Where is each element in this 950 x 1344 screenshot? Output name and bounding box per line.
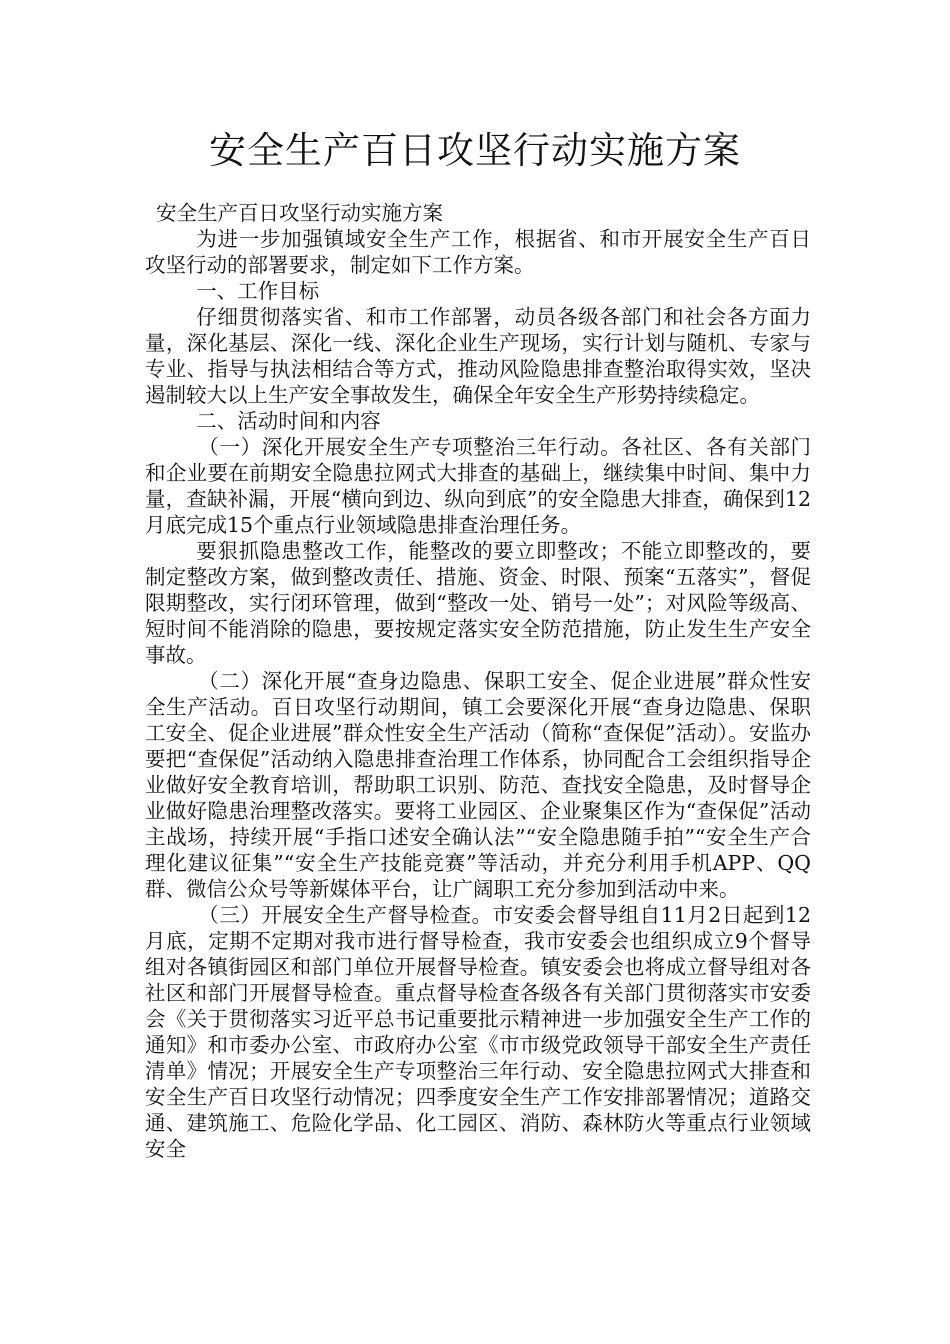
document-title: 安全生产百日攻坚行动实施方案 <box>209 129 741 172</box>
activity-item-3: （三）开展安全生产督导检查。市安委会督导组自11月2日起到12月底，定期不定期对我市进行督导检查，我市安委会也组织成立9个督导组对各镇街园区和部门单位开展督导检查。镇安委会也将成立督导组对各社区和部门开展督导检查。重点督导检查各级各有关部门贯彻落实市安委会《关于贯彻落实习近平总书记重要批示精神进一步加强安全生产工作的通知》和市委办公室、市政府办公室《市市级党政领导干部安全生产责任清单》情况；开展安全生产专项整治三年行动、安全隐患拉网式大排查和安全生产百日攻坚行动情况；四季度安全生产工作安排部署情况；道路交通、建筑施工、危险化学品、化工园区、消防、森林防火等重点行业领域安全 <box>145 903 811 1161</box>
subtitle-line: 安全生产百日攻坚行动实施方案 <box>156 201 443 225</box>
document-body <box>145 200 811 1162</box>
intro-paragraph: 为进一步加强镇域安全生产工作，根据省、和市开展安全生产百日攻坚行动的部署要求，制定如下工作方案。 <box>145 227 811 277</box>
goals-paragraph: 仔细贯彻落实省、和市工作部署，动员各级各部门和社会各方面力量，深化基层、深化一线、深化企业生产现场，实行计划与随机、专家与专业、指导与执法相结合等方式，推动风险隐患排查整治取得实效，坚决遏制较大以上生产安全事故发生，确保全年安全生产形势持续稳定。 <box>145 305 811 407</box>
activity-item-1: （一）深化开展安全生产专项整治三年行动。各社区、各有关部门和企业要在前期安全隐患拉网式大排查的基础上，继续集中时间、集中力量，查缺补漏，开展“横向到边、纵向到底”的安全隐患大排查，确保到12月底完成15个重点行业领域隐患排查治理任务。 <box>145 435 811 537</box>
activity-item-1-rectification: 要狠抓隐患整改工作，能整改的要立即整改；不能立即整改的，要制定整改方案，做到整改责任、措施、资金、时限、预案“五落实”，督促限期整改，实行闭环管理，做到“整改一处、销号一处”；对风险等级高、短时间不能消除的隐患，要按规定落实安全防范措施，防止发生生产安全事故。 <box>145 539 811 667</box>
section-heading-goals: 一、工作目标 <box>196 279 320 303</box>
section-heading-activities: 二、活动时间和内容 <box>196 409 381 433</box>
activity-item-2: （二）深化开展“查身边隐患、保职工安全、促企业进展”群众性安全生产活动。百日攻坚行动期间，镇工会要深化开展“查身边隐患、保职工安全、促企业进展”群众性安全生产活动（简称“查保促”活动）。安监办要把“查保促”活动纳入隐患排查治理工作体系，协同配合工会组织指导企业做好安全教育培训，帮助职工识别、防范、查找安全隐患，及时督导企业做好隐患治理整改落实。要将工业园区、企业聚集区作为“查保促”活动主战场，持续开展“手指口述安全确认法”“安全隐患随手拍”“安全生产合理化建议征集”“安全生产技能竞赛”等活动，并充分利用手机APP、QQ群、微信公众号等新媒体平台，让广阔职工充分参加到活动中来。 <box>145 669 811 901</box>
